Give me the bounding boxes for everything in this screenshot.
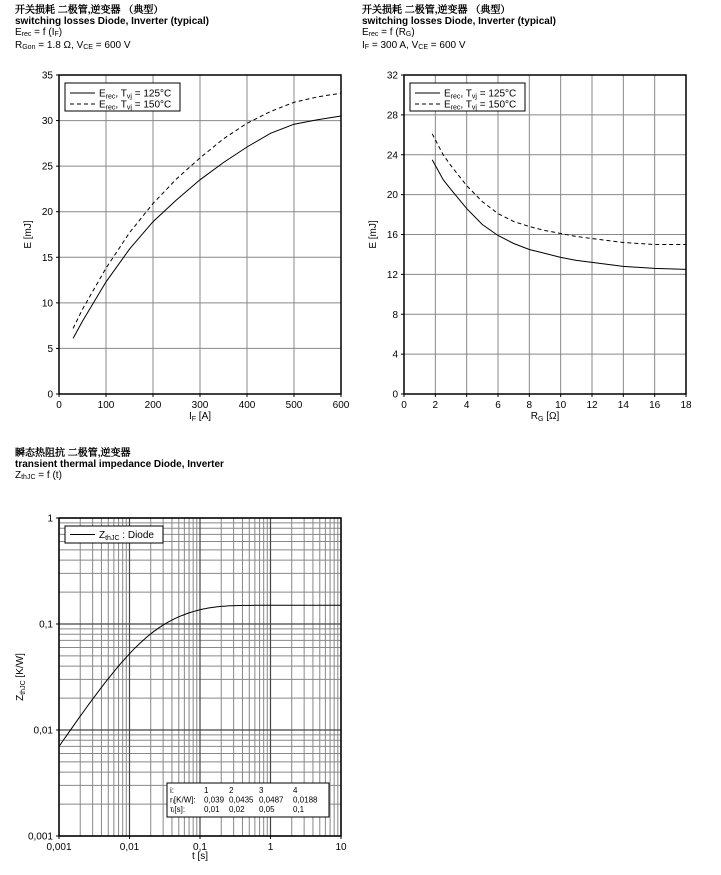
x-tick-label: 6 [495, 400, 501, 411]
x-axis-label: t [s] [191, 851, 209, 862]
chart2-title-cn: 开关损耗 二极管,逆变器 （典型） [362, 5, 511, 16]
table-cell: 4 [293, 786, 298, 795]
x-tick-label: 14 [617, 400, 629, 411]
chart1-equation: Erec = f (IF) [15, 27, 63, 38]
y-tick-label: 32 [386, 70, 398, 82]
y-tick-label: 35 [41, 70, 53, 82]
y-tick-label: 10 [41, 298, 53, 310]
x-tick-label: 12 [586, 400, 598, 411]
y-tick-label: 12 [386, 269, 398, 281]
table-cell: i: [170, 786, 174, 795]
table-cell: 0,039 [204, 795, 225, 805]
y-tick-label: 30 [41, 116, 53, 128]
chart1-conditions: RGon = 1.8 Ω, VCE = 600 V [15, 40, 131, 51]
table-cell: 0,05 [259, 805, 275, 814]
legend-label-2: $E_{rec}$, $T_{vj} = 150^\circ C$ [444, 99, 517, 112]
table-cell: 0,02 [229, 805, 245, 814]
x-tick-label: 18 [680, 400, 692, 411]
table-cell: 0,0487 [259, 795, 284, 805]
legend [65, 83, 180, 112]
legend-label-1: $E_{rec}$, $T_{vj} = 125^\circ C$ [99, 88, 172, 101]
chart2 [368, 71, 692, 424]
y-tick-label: 0,01 [33, 725, 53, 737]
table-cell: 3 [259, 786, 264, 795]
x-tick-label: 0,01 [119, 842, 140, 853]
y-axis-label: E [mJ] [23, 220, 34, 249]
chart2-conditions: IF = 300 A, VCE = 600 V [362, 40, 466, 51]
x-tick-label: 2 [432, 400, 439, 411]
y-tick-label: 20 [41, 207, 53, 219]
x-tick-label: 10 [335, 842, 347, 853]
parameter-table [167, 783, 329, 817]
table-cell: rᵢ[K/W]: [170, 795, 196, 805]
x-tick-label: 1 [267, 842, 274, 853]
chart3-title-en: transient thermal impedance Diode, Inverter [15, 459, 224, 470]
x-tick-label: 400 [238, 400, 256, 411]
y-tick-label: 1 [47, 513, 53, 525]
y-tick-label: 8 [392, 309, 398, 321]
legend-label-2: $E_{rec}$, $T_{vj} = 150^\circ C$ [99, 99, 172, 112]
y-tick-label: 25 [41, 161, 53, 173]
y-tick-label: 24 [386, 150, 398, 162]
x-tick-label: 10 [555, 400, 567, 411]
y-axis-label: E [mJ] [368, 220, 379, 249]
table-cell: 0,1 [293, 805, 305, 814]
y-tick-label: 0 [47, 389, 53, 401]
x-axis-label: $I_F$ [A] [188, 411, 212, 423]
y-tick-label: 4 [392, 349, 398, 361]
table-cell: 2 [229, 786, 234, 795]
y-axis-label: $Z_{thJC}$ [K/W] [15, 653, 27, 701]
x-tick-label: 16 [649, 400, 661, 411]
table-cell: 1 [204, 786, 209, 795]
x-tick-label: 100 [97, 400, 115, 411]
x-tick-label: 4 [463, 400, 470, 411]
chart2-title-en: switching losses Diode, Inverter (typical) [362, 16, 556, 27]
chart1 [23, 71, 350, 424]
x-tick-label: 8 [526, 400, 533, 411]
table-cell: 0,0188 [293, 795, 318, 805]
y-tick-label: 0,001 [27, 831, 53, 843]
x-tick-label: 0,1 [193, 842, 207, 853]
x-tick-label: 600 [332, 400, 350, 411]
y-tick-label: 20 [386, 190, 398, 202]
x-tick-label: 0 [401, 400, 407, 411]
y-tick-label: 0 [392, 389, 398, 401]
legend [410, 83, 525, 112]
chart1-title-cn: 开关损耗 二极管,逆变器 （典型） [15, 5, 164, 16]
chart2-equation: Erec = f (RG) [362, 27, 415, 38]
y-tick-label: 28 [386, 110, 398, 122]
chart3-equation: ZthJC = f (t) [15, 470, 62, 481]
y-tick-label: 16 [386, 230, 398, 241]
x-tick-label: 200 [144, 400, 162, 411]
legend-label-1: $E_{rec}$, $T_{vj} = 125^\circ C$ [444, 88, 517, 101]
x-axis-label: $R_G$ [Ω] [530, 411, 560, 423]
chart3 [15, 514, 347, 863]
legend-label-1: $Z_{thJC}$ : Diode [99, 530, 154, 542]
table-cell: τᵢ[s]: [170, 805, 186, 814]
chart3-title-cn: 瞬态热阻抗 二极管,逆变器 [15, 448, 131, 459]
x-tick-label: 500 [285, 400, 303, 411]
legend [65, 526, 163, 543]
y-tick-label: 5 [47, 343, 53, 355]
x-tick-label: 0,001 [46, 842, 72, 853]
table-cell: 0,01 [204, 805, 220, 814]
table-cell: 0,0435 [229, 795, 254, 805]
y-tick-label: 0,1 [39, 619, 53, 631]
x-tick-label: 300 [191, 400, 209, 411]
x-tick-label: 0 [56, 400, 62, 411]
y-tick-label: 15 [41, 252, 53, 264]
chart1-title-en: switching losses Diode, Inverter (typical) [15, 16, 209, 27]
